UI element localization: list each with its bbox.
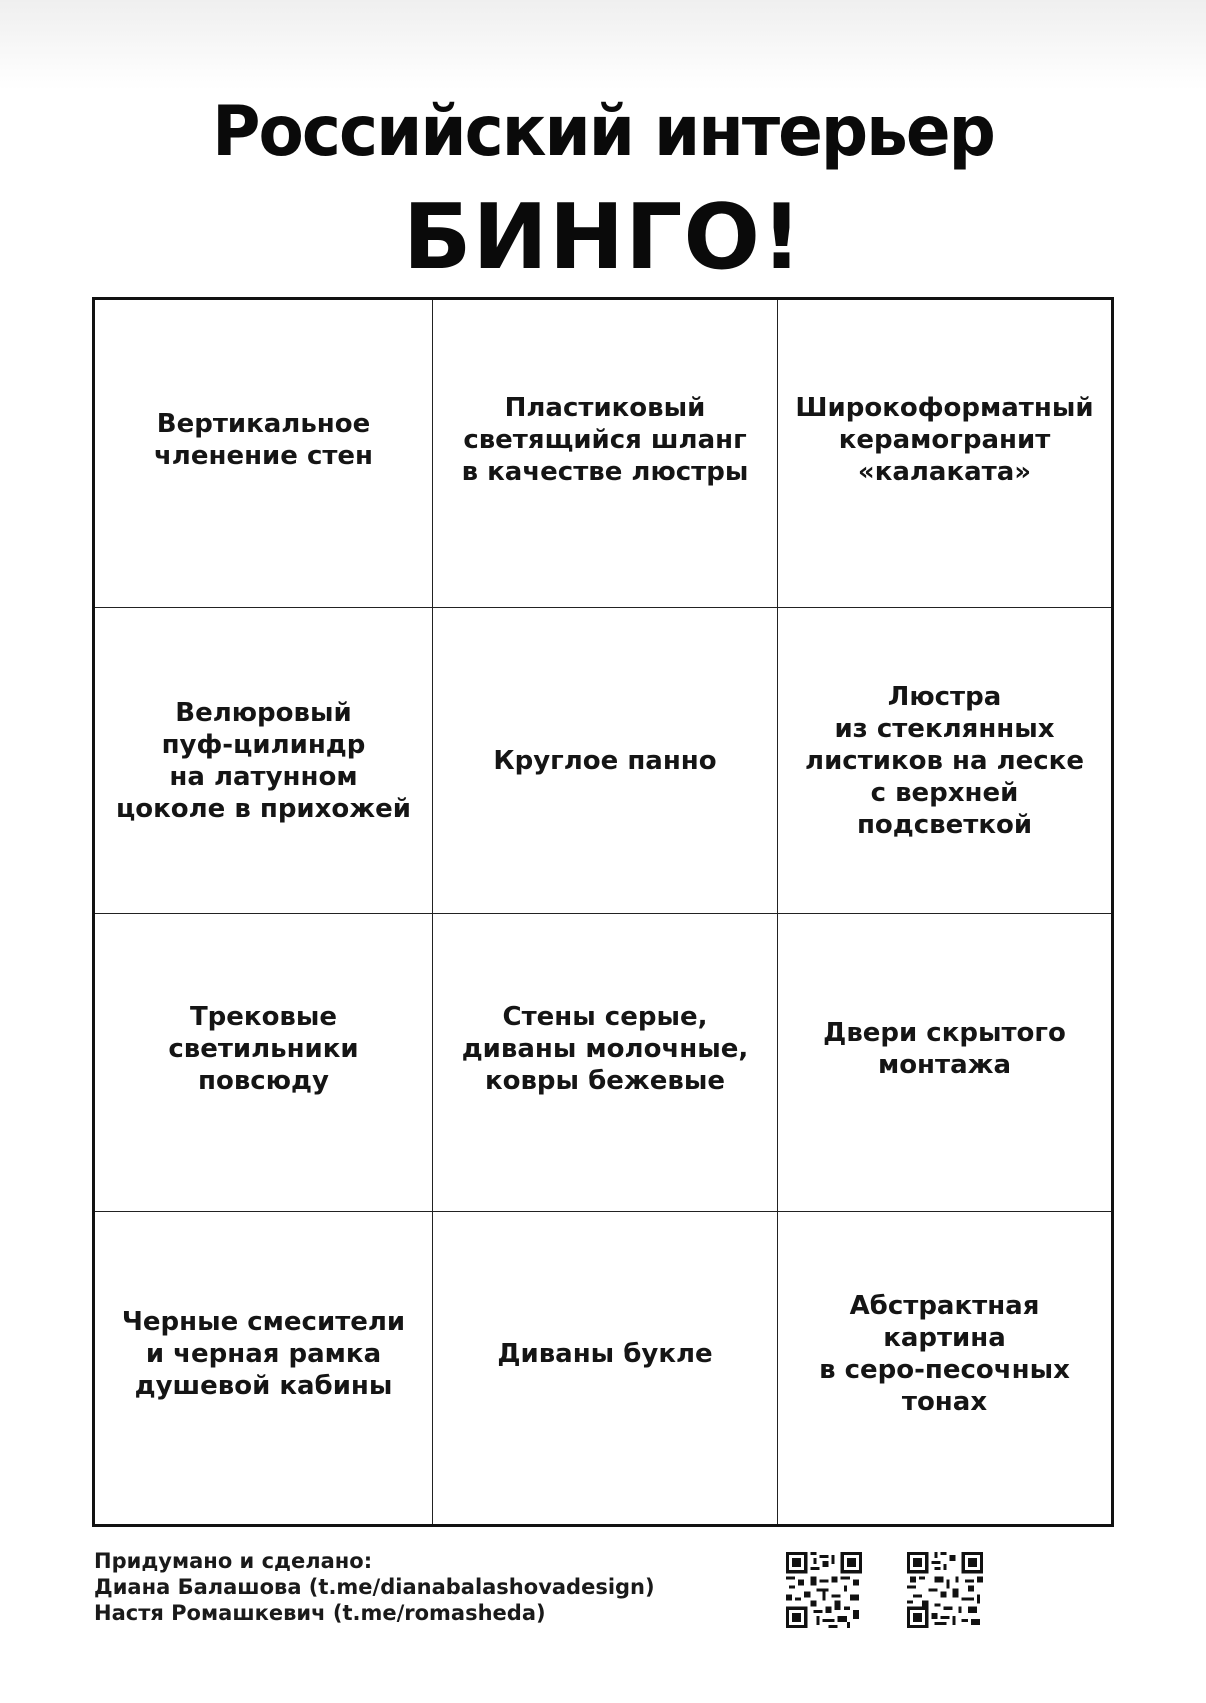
bingo-cell[interactable]: [433, 300, 778, 608]
bingo-cell-text: Двери скрытого монтажа: [823, 1017, 1066, 1080]
page-title: Российский интерьер: [212, 91, 994, 172]
credits-author-link[interactable]: Диана Балашова (t.me/dianabalashovadesign): [94, 1575, 655, 1599]
bingo-cell[interactable]: [95, 300, 433, 608]
bingo-cell[interactable]: [95, 914, 433, 1212]
page-subtitle: БИНГО!: [402, 185, 804, 290]
bingo-cell-text: Стены серые, диваны молочные, ковры бежевые: [461, 1001, 749, 1096]
bingo-cell[interactable]: [433, 914, 778, 1212]
bingo-cell-text: Вертикальное членение стен: [153, 408, 374, 471]
bingo-cell-text: Широкоформатный керамогранит «калаката»: [795, 392, 1094, 487]
credits-heading: Придумано и сделано:: [94, 1549, 373, 1573]
credits: [94, 1548, 655, 1626]
bingo-cell[interactable]: [433, 1212, 778, 1524]
bingo-cell-text: Круглое панно: [493, 745, 717, 776]
bingo-cell-text: Абстрактная картина в серо-песочных тонах: [819, 1291, 1070, 1417]
credits-author-link[interactable]: Настя Ромашкевич (t.me/romasheda): [94, 1601, 546, 1625]
bingo-cell-text: Черные смесители и черная рамка душевой кабины: [121, 1307, 406, 1401]
top-shade: [0, 0, 1206, 90]
bingo-cell-text: Трековые светильники повсюду: [168, 1001, 359, 1096]
bingo-grid: [92, 297, 1114, 1527]
bingo-cell[interactable]: [778, 608, 1111, 914]
bingo-cell-text: Люстра из стеклянных листиков на леске с верхней подсветкой: [805, 681, 1084, 840]
bingo-cell[interactable]: [95, 1212, 433, 1524]
bingo-cell-text: Велюровый пуф-цилиндр на латунном цоколе в прихожей: [115, 697, 412, 824]
bingo-cell[interactable]: [778, 914, 1111, 1212]
bingo-cell-text: Пластиковый светящийся шланг в качестве люстры: [461, 392, 749, 487]
bingo-cell[interactable]: [95, 608, 433, 914]
bingo-cell-text: Диваны букле: [497, 1339, 713, 1369]
bingo-cell[interactable]: [778, 1212, 1111, 1524]
qr-code-icon[interactable]: [786, 1552, 862, 1628]
bingo-cell[interactable]: [778, 300, 1111, 608]
bingo-cell[interactable]: [433, 608, 778, 914]
qr-code-icon[interactable]: [907, 1552, 983, 1628]
